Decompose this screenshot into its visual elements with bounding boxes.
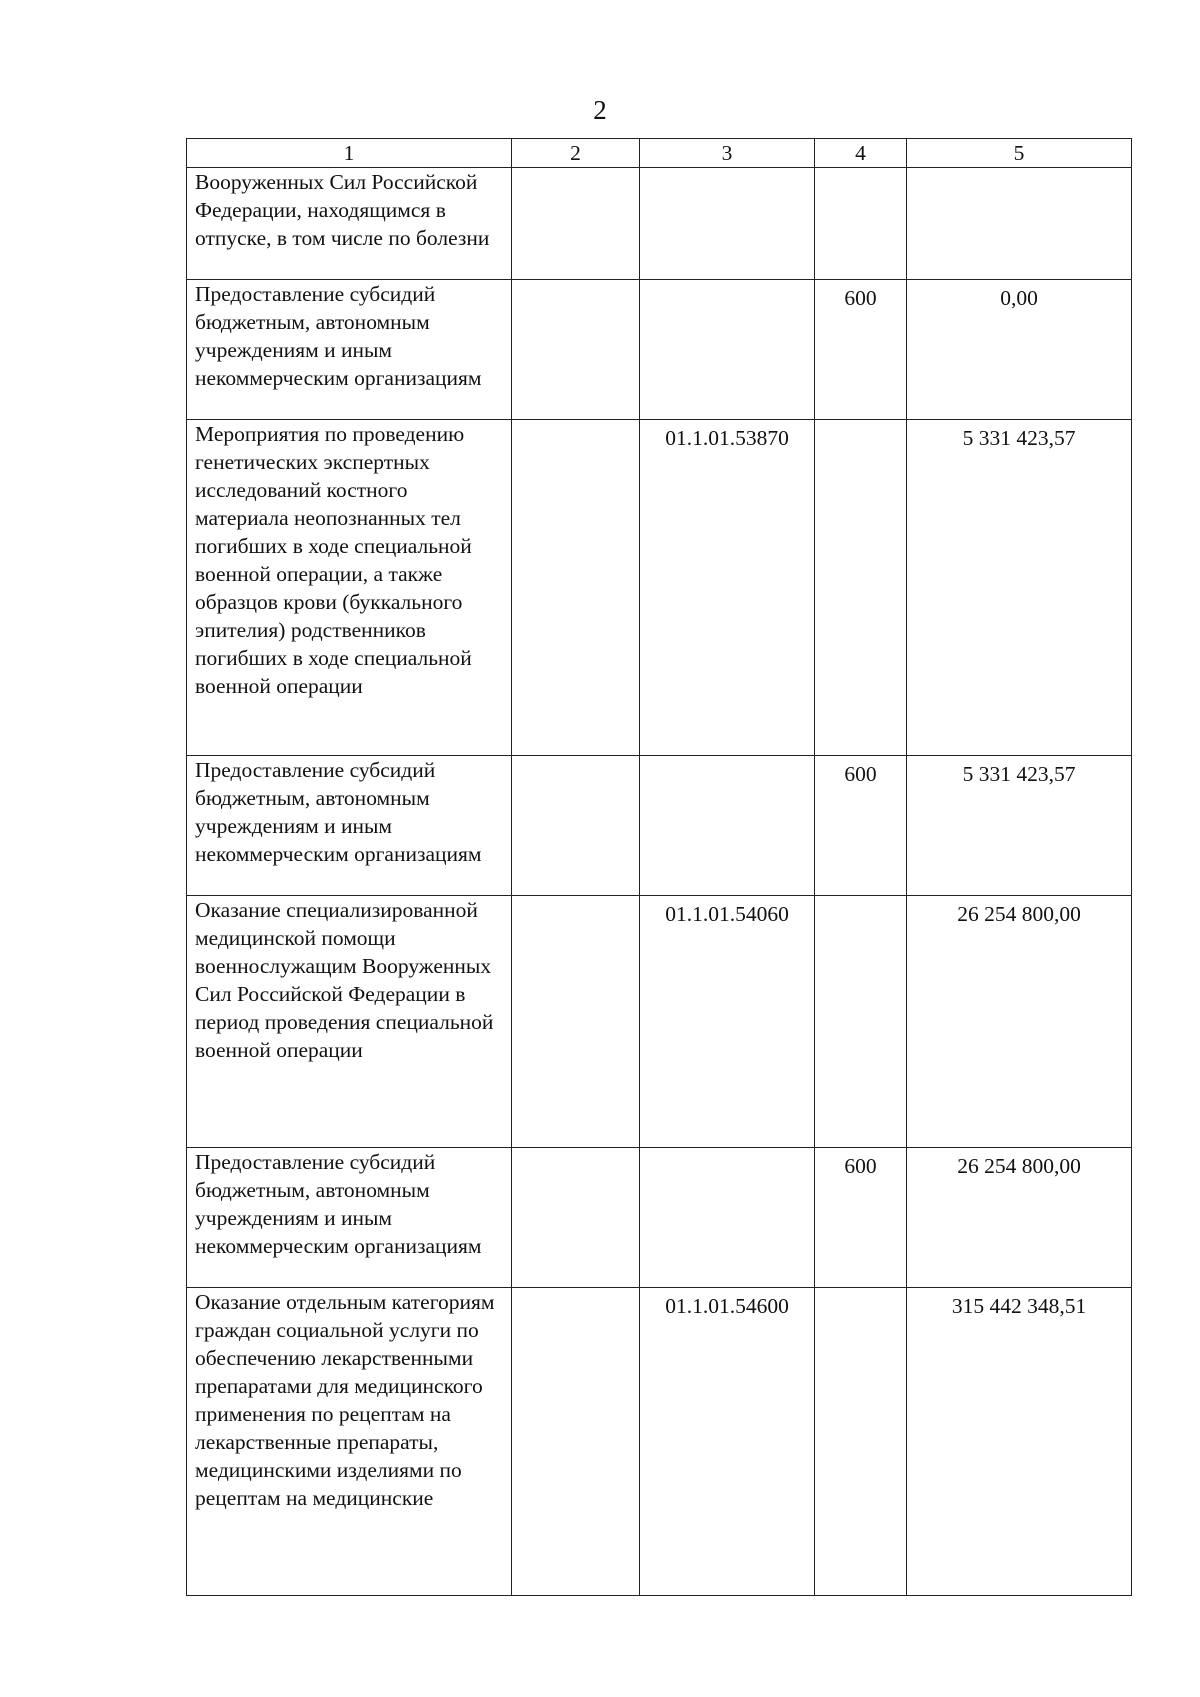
budget-table	[186, 138, 1132, 1596]
row-code-cell: 01.1.01.53870	[640, 420, 815, 756]
table-row	[187, 896, 1132, 1148]
table-row	[187, 1288, 1132, 1596]
row-code-cell	[640, 168, 815, 280]
row-col2-cell	[512, 896, 640, 1148]
row-type-cell	[815, 896, 907, 1148]
row-col2-cell	[512, 168, 640, 280]
page-number: 2	[593, 95, 607, 125]
row-type-cell: 600	[815, 1148, 907, 1288]
row-col2-cell	[512, 1288, 640, 1596]
row-name-cell: Мероприятия по проведению генетических экспертных исследований костного материала неопознанных тел погибших в ходе специальной военной операции, а также образцов крови (буккального эпителия) родственников погибших в ходе специальной военной операции	[187, 420, 512, 756]
row-amount-cell: 26 254 800,00	[907, 1148, 1132, 1288]
row-name-cell: Предоставление субсидий бюджетным, автономным учреждениям и иным некоммерческим организациям	[187, 756, 512, 896]
row-type-cell: 600	[815, 280, 907, 420]
row-amount-cell: 0,00	[907, 280, 1132, 420]
row-type-cell	[815, 1288, 907, 1596]
table-row	[187, 280, 1132, 420]
table-row	[187, 420, 1132, 756]
row-name-cell: Предоставление субсидий бюджетным, автономным учреждениям и иным некоммерческим организациям	[187, 1148, 512, 1288]
row-type-cell	[815, 420, 907, 756]
row-amount-cell	[907, 168, 1132, 280]
column-header: 4	[815, 139, 907, 168]
row-col2-cell	[512, 1148, 640, 1288]
row-amount-cell: 5 331 423,57	[907, 420, 1132, 756]
table-row	[187, 1148, 1132, 1288]
column-header: 3	[640, 139, 815, 168]
table-row	[187, 168, 1132, 280]
row-name-cell: Предоставление субсидий бюджетным, автономным учреждениям и иным некоммерческим организациям	[187, 280, 512, 420]
row-name-cell: Вооруженных Сил Российской Федерации, находящимся в отпуске, в том числе по болезни	[187, 168, 512, 280]
row-type-cell	[815, 168, 907, 280]
row-code-cell: 01.1.01.54060	[640, 896, 815, 1148]
row-col2-cell	[512, 420, 640, 756]
row-amount-cell: 315 442 348,51	[907, 1288, 1132, 1596]
table-row	[187, 756, 1132, 896]
row-code-cell	[640, 280, 815, 420]
row-name-cell: Оказание специализированной медицинской помощи военнослужащим Вооруженных Сил Российской Федерации в период проведения специальной военной операции	[187, 896, 512, 1148]
row-code-cell: 01.1.01.54600	[640, 1288, 815, 1596]
row-code-cell	[640, 1148, 815, 1288]
row-type-cell: 600	[815, 756, 907, 896]
column-header: 5	[907, 139, 1132, 168]
row-amount-cell: 5 331 423,57	[907, 756, 1132, 896]
column-header: 1	[187, 139, 512, 168]
row-name-cell: Оказание отдельным категориям граждан социальной услуги по обеспечению лекарственными препаратами для медицинского применения по рецептам на лекарственные препараты, медицинскими изделиями по рецептам на медицинские	[187, 1288, 512, 1596]
row-amount-cell: 26 254 800,00	[907, 896, 1132, 1148]
table-header-row	[187, 139, 1132, 168]
column-header: 2	[512, 139, 640, 168]
row-code-cell	[640, 756, 815, 896]
row-col2-cell	[512, 756, 640, 896]
row-col2-cell	[512, 280, 640, 420]
